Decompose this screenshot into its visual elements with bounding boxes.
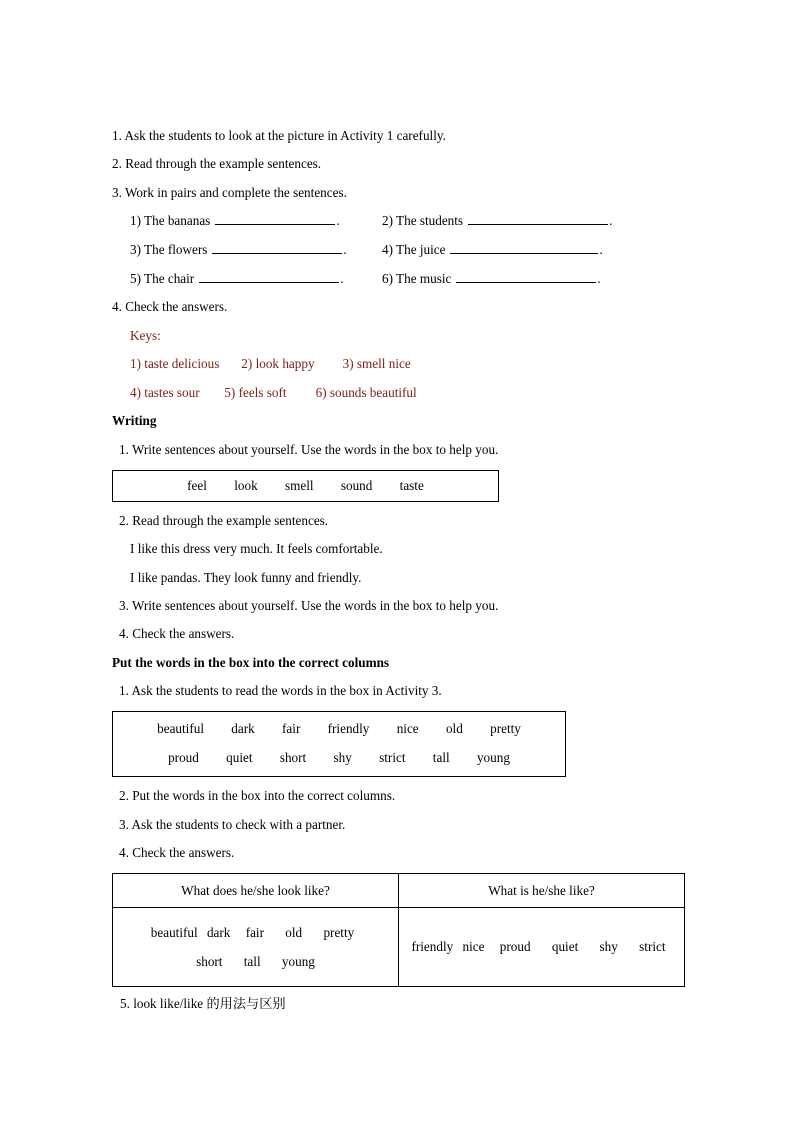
keys-row-1	[112, 356, 712, 372]
blank-label: 1) The bananas	[130, 213, 211, 229]
blank-item	[130, 242, 382, 258]
period: .	[336, 213, 340, 229]
blank-row	[112, 270, 712, 286]
word-chip: friendly	[327, 721, 370, 737]
blank-item	[382, 242, 632, 258]
key-item: 2) look happy	[241, 356, 315, 372]
keys-row-2	[112, 385, 712, 401]
word-chip: short	[196, 953, 223, 969]
columns-step-5: 5. look like/like 的用法与区别	[120, 996, 286, 1012]
word-chip: young	[281, 953, 315, 969]
word-chip: dark	[206, 924, 231, 940]
word-chip: fair	[282, 721, 301, 737]
word-chip: dark	[231, 721, 255, 737]
writing-example-2: I like pandas. They look funny and friendly.	[130, 569, 362, 585]
table-header-row	[113, 874, 685, 908]
columns-step-2: 2. Put the words in the box into the correct columns.	[119, 788, 396, 804]
writing-step-1: 1. Write sentences about yourself. Use the words in the box to help you.	[119, 441, 499, 457]
blank-item	[382, 270, 632, 286]
table-row	[113, 908, 685, 987]
columns-step-3: 3. Ask the students to check with a partner.	[119, 816, 346, 832]
word-chip: tall	[432, 750, 450, 766]
blank-item	[382, 213, 632, 229]
period: .	[597, 270, 601, 286]
blank-label: 3) The flowers	[130, 241, 208, 257]
table-cell-line	[117, 925, 394, 941]
word-chip: old	[285, 924, 303, 940]
word-chip: sound	[340, 477, 373, 493]
blank-rule[interactable]	[456, 270, 596, 282]
blank-label: 5) The chair	[130, 270, 195, 286]
word-chip: pretty	[490, 721, 521, 737]
word-chip: beautiful	[150, 924, 198, 940]
table-header-cell: What does he/she look like?	[113, 874, 399, 908]
word-chip: old	[445, 721, 463, 737]
table-cell-line	[403, 939, 680, 955]
writing-step-3: 3. Write sentences about yourself. Use the words in the box to help you.	[119, 597, 499, 613]
word-chip: feel	[187, 477, 207, 493]
table-header-cell: What is he/she like?	[399, 874, 685, 908]
word-chip: beautiful	[157, 721, 204, 737]
key-item: 6) sounds beautiful	[315, 384, 417, 400]
period: .	[609, 213, 613, 229]
table-cell-line	[117, 954, 394, 970]
word-box-line	[113, 721, 565, 737]
word-chip: shy	[333, 750, 352, 766]
writing-step-4: 4. Check the answers.	[119, 626, 235, 642]
blank-rule[interactable]	[468, 213, 608, 225]
word-chip: quiet	[226, 750, 253, 766]
word-chip: young	[476, 750, 510, 766]
writing-step-2: 2. Read through the example sentences.	[119, 512, 329, 528]
document-body	[112, 128, 712, 1012]
keys-label: Keys:	[130, 327, 161, 343]
blank-row	[112, 242, 712, 258]
columns-step-1: 1. Ask the students to read the words in the box in Activity 3.	[119, 683, 442, 699]
word-chip: look	[234, 477, 258, 493]
step-line-1: 1. Ask the students to look at the picture in Activity 1 carefully.	[112, 128, 446, 143]
word-chip: proud	[499, 939, 531, 955]
blank-label: 2) The students	[382, 213, 464, 229]
word-chip: shy	[599, 939, 618, 955]
word-chip: nice	[396, 721, 419, 737]
period: .	[599, 241, 603, 257]
key-item: 1) taste delicious	[130, 356, 220, 372]
key-item: 3) smell nice	[342, 356, 411, 372]
blank-item	[130, 270, 382, 286]
writing-heading: Writing	[112, 413, 157, 429]
blank-rule[interactable]	[450, 242, 598, 254]
key-item: 4) tastes sour	[130, 384, 200, 400]
table-cell-is-like	[399, 908, 685, 987]
word-chip: nice	[462, 939, 485, 955]
blank-sentences-group	[112, 213, 712, 287]
blank-rule[interactable]	[199, 270, 339, 282]
table-cell-look-like	[113, 908, 399, 987]
writing-word-box	[112, 470, 499, 502]
word-chip: short	[279, 750, 307, 766]
word-chip: strict	[639, 939, 666, 955]
writing-example-1: I like this dress very much. It feels comfortable.	[130, 541, 383, 557]
word-chip: taste	[399, 477, 424, 493]
word-chip: quiet	[551, 939, 579, 955]
word-chip: strict	[379, 750, 406, 766]
word-chip: proud	[168, 750, 199, 766]
columns-word-box	[112, 711, 566, 777]
word-chip: pretty	[323, 924, 355, 940]
step-line-2: 2. Read through the example sentences.	[112, 156, 322, 172]
step-line-3: 3. Work in pairs and complete the sentences.	[112, 184, 347, 200]
columns-step-4: 4. Check the answers.	[119, 845, 235, 861]
step-check-answers-1: 4. Check the answers.	[112, 299, 228, 315]
word-box-line	[113, 750, 565, 766]
blank-rule[interactable]	[215, 213, 335, 225]
key-item: 5) feels soft	[224, 384, 287, 400]
blank-row	[112, 213, 712, 229]
word-chip: fair	[245, 924, 264, 940]
word-chip: smell	[284, 477, 314, 493]
blank-label: 6) The music	[382, 270, 452, 286]
blank-item	[130, 213, 382, 229]
blank-rule[interactable]	[212, 242, 342, 254]
answer-table	[112, 873, 685, 987]
period: .	[340, 270, 344, 286]
word-chip: friendly	[411, 939, 454, 955]
word-chip: tall	[243, 953, 261, 969]
period: .	[343, 241, 347, 257]
columns-heading: Put the words in the box into the correct columns	[112, 654, 390, 670]
blank-label: 4) The juice	[382, 241, 446, 257]
